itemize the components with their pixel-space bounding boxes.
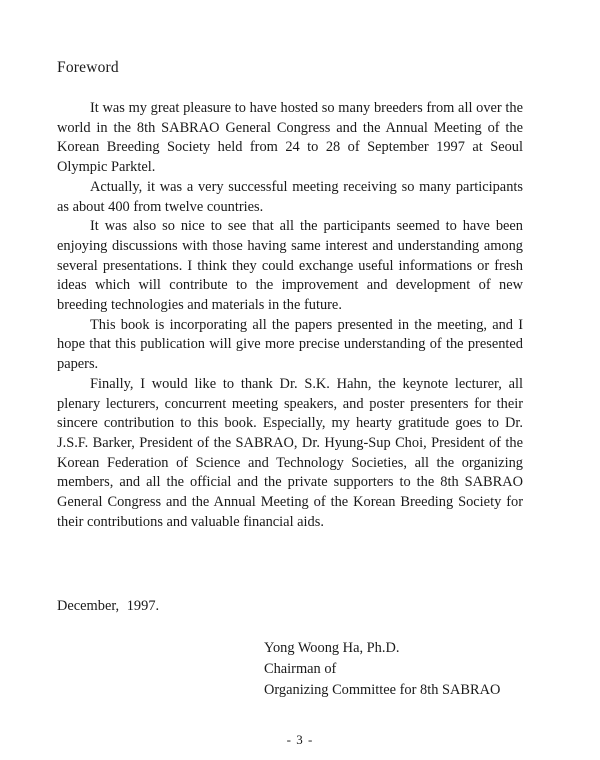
paragraph-hosting: It was my great pleasure to have hosted so many breeders from all over the world in the 8th SABRAO General Congress and the Annual Meeting of the Korean Breeding Society held from 24 to 28 of September 1997 at Seoul Olympic Parktel. bbox=[57, 100, 523, 176]
date-line: December, 1997. bbox=[57, 598, 160, 614]
signature-role: Chairman of bbox=[264, 661, 337, 677]
paragraph-participants: Actually, it was a very successful meeting receiving so many participants as about 400 from twelve countries. bbox=[57, 178, 523, 215]
paragraph-book: This book is incorporating all the papers presented in the meeting, and I hope that this publication will give more precise understanding of the presented papers. bbox=[57, 316, 523, 373]
paragraph-discussions: It was also so nice to see that all the participants seemed to have been enjoying discussions with those having same interest and understanding among several presentations. I think they could exchange useful informations or fresh ideas which will contribute to the improvement and development of new breeding technologies and materials in the future. bbox=[57, 218, 523, 314]
signature-block bbox=[264, 638, 500, 701]
page-number: - 3 - bbox=[286, 732, 314, 747]
signature-name: Yong Woong Ha, Ph.D. bbox=[264, 640, 400, 656]
signature-committee: Organizing Committee for 8th SABRAO bbox=[264, 682, 501, 698]
paragraph-acknowledgements: Finally, I would like to thank Dr. S.K. Hahn, the keynote lecturer, all plenary lecturers, concurrent meeting speakers, and poster presenters for their sincere contribution to this book. Especially, my hearty gratitude goes to Dr. J.S.F. Barker, President of the SABRAO, Dr. Hyung-Sup Choi, President of the Korean Federation of Science and Technology Societies, all the organizing members, and all the official and the private supporters to the 8th SABRAO General Congress and the Annual Meeting of the Korean Breeding Society for their contributions and valuable financial aids. bbox=[57, 375, 523, 530]
page-title: Foreword bbox=[57, 59, 119, 76]
foreword-body bbox=[57, 99, 523, 532]
